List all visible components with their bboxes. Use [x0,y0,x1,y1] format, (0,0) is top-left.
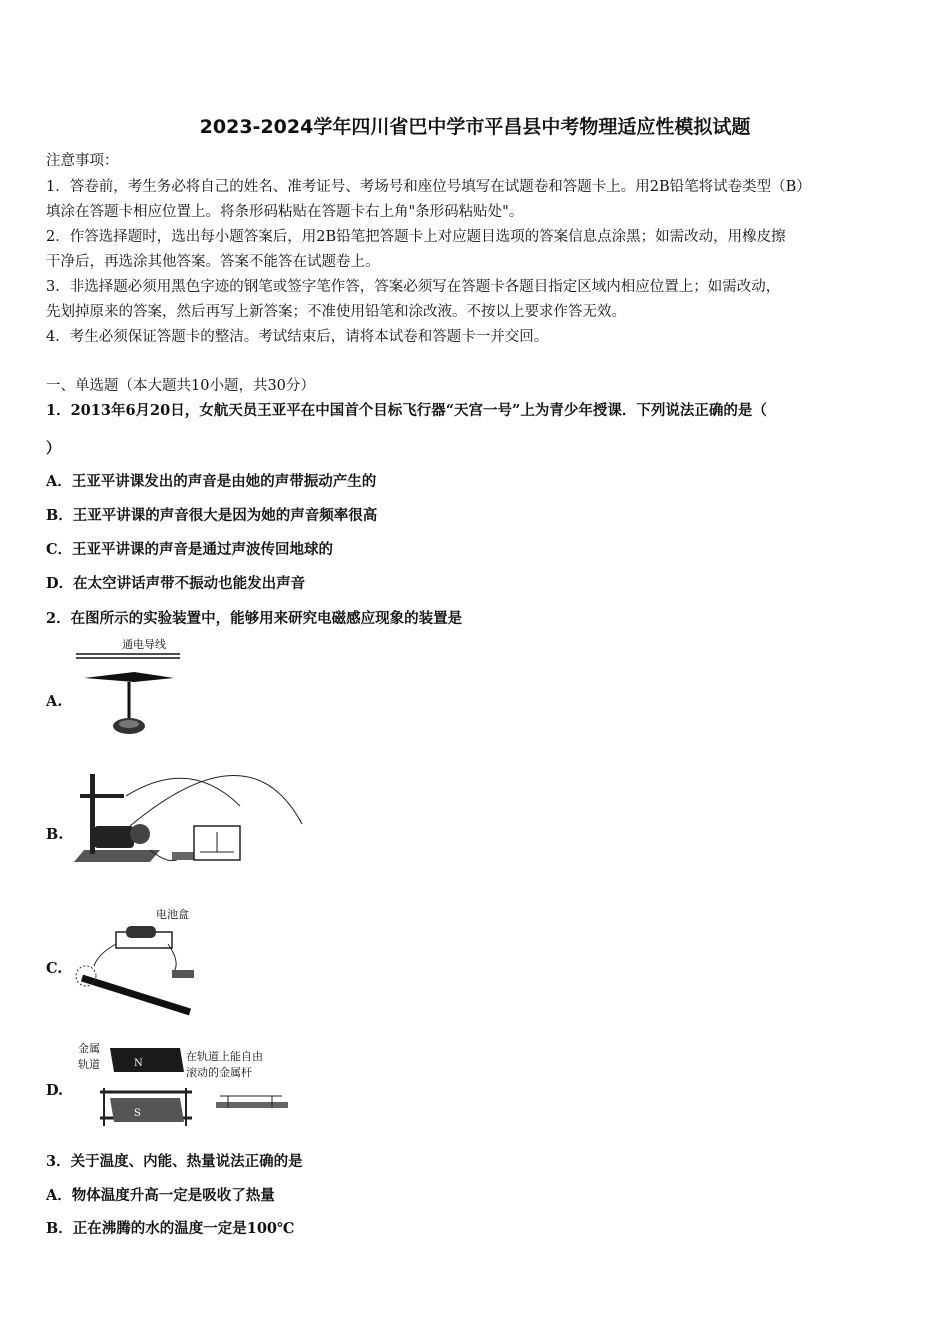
notice-line: 干净后，再选涂其他答案。答案不能答在试题卷上。 [46,254,380,270]
question-2-stem: 2．在图所示的实验装置中，能够用来研究电磁感应现象的装置是 [46,610,463,627]
notice-line: 填涂在答题卡相应位置上。将条形码粘贴在答题卡右上角"条形码粘贴处"。 [46,204,524,220]
question-3-stem: 3．关于温度、内能、热量说法正确的是 [46,1153,303,1170]
figure-d-pole-n: N [134,1058,143,1069]
figure-b-coil-galvanometer [70,766,330,882]
notice-line: 先划掉原来的答案，然后再写上新答案；不准使用铅笔和涂改液。不按以上要求作答无效。 [46,304,626,320]
question-1-option-a: A．王亚平讲课发出的声音是由她的声带振动产生的 [46,473,377,490]
section-heading: 一、单选题（本大题共10小题，共30分） [46,378,315,394]
figure-d-pole-s: S [134,1108,141,1119]
question-2-label-d: D. [46,1082,64,1099]
question-1-stem-end: ） [46,440,61,457]
question-1-option-b: B．王亚平讲课的声音很大是因为她的声音频率很高 [46,507,378,524]
notice-line: 1．答卷前，考生务必将自己的姓名、准考证号、考场号和座位号填写在试题卷和答题卡上。用2B铅笔将试卷类型（B） [46,179,811,195]
notice-line: 2．作答选择题时，选出每小题答案后，用2B铅笔把答题卡上对应题目选项的答案信息点涂黑；如需改动，用橡皮擦 [46,229,786,245]
figure-c-battery-solenoid [72,904,212,1016]
question-3-option-b: B．正在沸腾的水的温度一定是100℃ [46,1220,295,1237]
page-title: 2023-2024学年四川省巴中学市平昌县中考物理适应性模拟试题 [199,116,751,138]
figure-c-caption: 电池盒 [156,908,189,921]
figure-d-right-caption-2: 滚动的金属杆 [186,1066,252,1079]
question-2-label-c: C. [46,960,63,977]
figure-d-left-caption-2: 轨道 [78,1058,100,1071]
question-2-label-b: B. [46,826,64,843]
notice-heading: 注意事项： [46,153,119,169]
figure-d-right-caption-1: 在轨道上能自由 [186,1050,263,1063]
question-3-option-a: A．物体温度升高一定是吸收了热量 [46,1187,275,1204]
question-2-label-a: A. [46,693,63,710]
notice-line: 3．非选择题必须用黑色字迹的钢笔或签字笔作答，答案必须写在答题卡各题目指定区域内相应位置上；如需改动， [46,279,781,295]
figure-a-caption: 通电导线 [122,638,166,651]
notice-line: 4．考生必须保证答题卡的整洁。考试结束后，请将本试卷和答题卡一并交回。 [46,329,549,345]
figure-d-left-caption-1: 金属 [78,1042,100,1055]
figure-d-magnet-rails [74,1038,294,1132]
question-1-option-c: C．王亚平讲课的声音是通过声波传回地球的 [46,541,334,558]
figure-a-compass-wire [74,636,184,741]
question-1-stem: 1．2013年6月20日，女航天员王亚平在中国首个目标飞行器“天宫一号”上为青少年授课．下列说法正确的是（ [46,402,767,419]
question-1-option-d: D．在太空讲话声带不振动也能发出声音 [46,575,306,592]
